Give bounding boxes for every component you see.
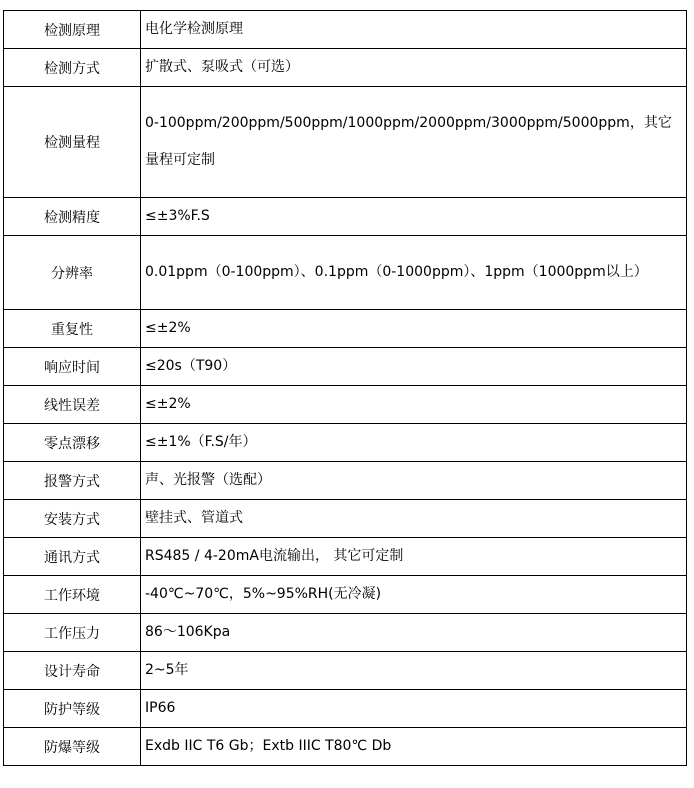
row-value: IP66 [141,690,687,728]
row-label: 检测原理 [4,11,141,49]
row-label: 工作环境 [4,576,141,614]
row-value: Exdb IIC T6 Gb；Extb IIIC T80℃ Db [141,728,687,766]
row-value: RS485 / 4-20mA电流输出， 其它可定制 [141,538,687,576]
table-row [4,424,687,462]
row-label: 防护等级 [4,690,141,728]
row-label: 零点漂移 [4,424,141,462]
row-label: 设计寿命 [4,652,141,690]
row-label: 工作压力 [4,614,141,652]
row-label: 报警方式 [4,462,141,500]
row-label: 安装方式 [4,500,141,538]
specification-table [3,10,687,766]
row-value: 2~5年 [141,652,687,690]
row-label: 分辨率 [4,236,141,310]
table-row [4,728,687,766]
row-label: 检测方式 [4,49,141,87]
table-row [4,11,687,49]
row-value: ≤±2% [141,386,687,424]
table-row [4,49,687,87]
table-row [4,348,687,386]
row-value: ≤±1%（F.S/年） [141,424,687,462]
row-value: ≤±2% [141,310,687,348]
row-value: 声、光报警（选配） [141,462,687,500]
table-row [4,500,687,538]
row-value: 扩散式、泵吸式（可选） [141,49,687,87]
row-label: 检测量程 [4,87,141,198]
table-row [4,652,687,690]
row-value: -40℃~70℃，5%~95%RH(无冷凝) [141,576,687,614]
row-value: 0-100ppm/200ppm/500ppm/1000ppm/2000ppm/3000ppm/5000ppm，其它量程可定制 [141,87,687,198]
table-row [4,386,687,424]
row-label: 线性误差 [4,386,141,424]
row-label: 检测精度 [4,198,141,236]
row-label: 通讯方式 [4,538,141,576]
row-label: 重复性 [4,310,141,348]
table-row [4,576,687,614]
table-row [4,538,687,576]
table-row [4,462,687,500]
row-label: 防爆等级 [4,728,141,766]
row-value: 0.01ppm（0-100ppm）、0.1ppm（0-1000ppm）、1ppm（1000ppm以上） [141,236,687,310]
row-value: 电化学检测原理 [141,11,687,49]
table-row [4,236,687,310]
table-row [4,690,687,728]
row-value: 壁挂式、管道式 [141,500,687,538]
row-label: 响应时间 [4,348,141,386]
table-row [4,614,687,652]
row-value: ≤20s（T90） [141,348,687,386]
table-row [4,87,687,198]
row-value: 86～106Kpa [141,614,687,652]
table-row [4,310,687,348]
table-row [4,198,687,236]
row-value: ≤±3%F.S [141,198,687,236]
